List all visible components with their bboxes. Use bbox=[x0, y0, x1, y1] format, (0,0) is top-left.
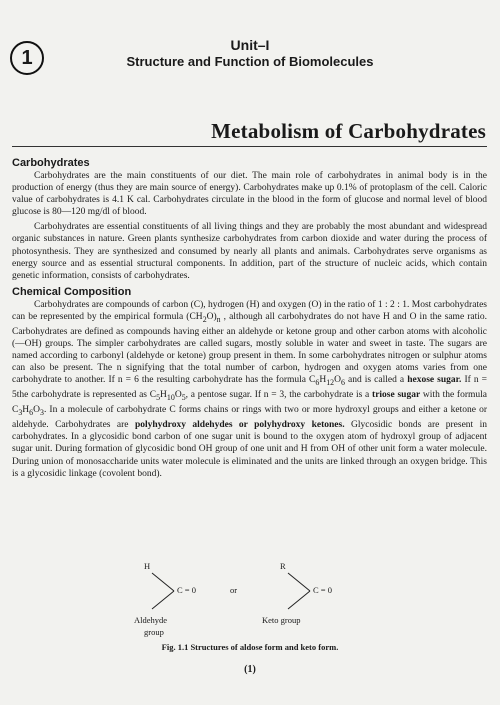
section-heading-chemical-composition: Chemical Composition bbox=[12, 285, 132, 298]
chapter-title: Metabolism of Carbohydrates bbox=[211, 119, 486, 143]
aldehyde-h-label: H bbox=[144, 561, 151, 571]
keto-caption: Keto group bbox=[262, 615, 301, 625]
figure-aldehyde-keto bbox=[120, 561, 380, 647]
or-label: or bbox=[230, 585, 238, 595]
figure-caption: Fig. 1.1 Structures of aldose form and keto form. bbox=[161, 642, 339, 652]
paragraph: Carbohydrates are essential constituents of all living things and they are probably the most abundant and widespread organic substances in nature. Green plants synthesize carbohydrates from carbon dioxide and water during the process of photosynthesis. They are synthesized and consumed by nearly all plants and animals. Carbohydrates serve organisms as energy source and as essential structural components. In addition, part of the structure of nucleic acids, which contain genetic information, consists of carbohydrates. bbox=[12, 222, 487, 281]
unit-title: Structure and Function of Biomolecules bbox=[126, 54, 374, 69]
page-number: (1) bbox=[244, 664, 256, 675]
unit-label: Unit–I bbox=[230, 37, 270, 53]
term-polyhydroxy: polyhydroxy aldehydes or polyhydroxy ketones. bbox=[134, 420, 345, 431]
section-heading-carbohydrates: Carbohydrates bbox=[12, 157, 90, 169]
paragraph-chemical-composition: Carbohydrates are compounds of carbon (C), hydrogen (H) and oxygen (O) in the ratio of 1 : 2 : 1. Most carbohydrates can be represented by the empirical formula $(CH_2O)_n$ , although all carbohydrates do not have H and O in the same ratio. Carbohydrates are defined as compounds having either an aldehyde or ketone group and other carbon atoms with alcoholic (—OH) groups. The simpler carbohydrates are called sugars, mostly soluble in water and sweet in taste. The sugars are named according to carbonyl (aldehyde or ketone) group present in them. In some carbohydrates nitrogen or sulphur atoms can also be present. The n signifying that the total number of carbon, hydrogen and oxygen atoms varies from one carbohydrate to another. If n = 6 the resulting carbohydrate has the formula $C_6H_{12}O_6$ and is called a hexose sugar. If n = 5the carbohydrate is represented as $C_5H_{10}O_5$, a pentose sugar. If n = 3, the carbohydrate is a triose sugar with the formula $C_3H_6O_3$. In a molecule of carbohydrate C forms chains or rings with two or more hydroxyl groups and either a ketone or aldehyde. Carbohydrates are polyhydroxy aldehydes or polyhydroxy ketones. Glycosidic bonds are present in carbohydrates. In a glycosidic bond carbon of one sugar unit is bound to the oxygen atom of hydroxyl group of adjacent sugar unit. During formation of glycosidic bond OH group of one unit and H from OH of other unit form a water molecule. During union of monosaccharide units water molecule is eliminated and the units are linked through an oxygen bridge. This is a glycosidic linkage (covolent bond). bbox=[12, 299, 488, 479]
paragraph: Carbohydrates are the main constituents of our diet. The main role of carbohydrates in animal body is in the production of energy (thus they are main source of energy). Carbohydrates make up 0.1% of protoplasm of the cell. Caloric value of carbohydrates is 4.1 K cal. Carbohydrates circulate in the blood in the form of glucose and normal level of blood glucose is 80—120 mg/dl of blood. bbox=[12, 171, 487, 218]
keto-r-label: R bbox=[280, 561, 286, 571]
term-hexose: hexose sugar. bbox=[407, 375, 462, 386]
title-divider bbox=[12, 146, 487, 147]
chapter-number: 1 bbox=[21, 46, 33, 69]
main-text bbox=[12, 156, 487, 480]
keto-group-formula: C = 0 bbox=[313, 585, 332, 595]
aldehyde-caption-line2: group bbox=[144, 627, 164, 637]
term-triose: triose sugar bbox=[372, 390, 421, 401]
aldehyde-caption-line1: Aldehyde bbox=[134, 615, 168, 625]
aldehyde-group-label: C = 0 bbox=[177, 585, 196, 595]
